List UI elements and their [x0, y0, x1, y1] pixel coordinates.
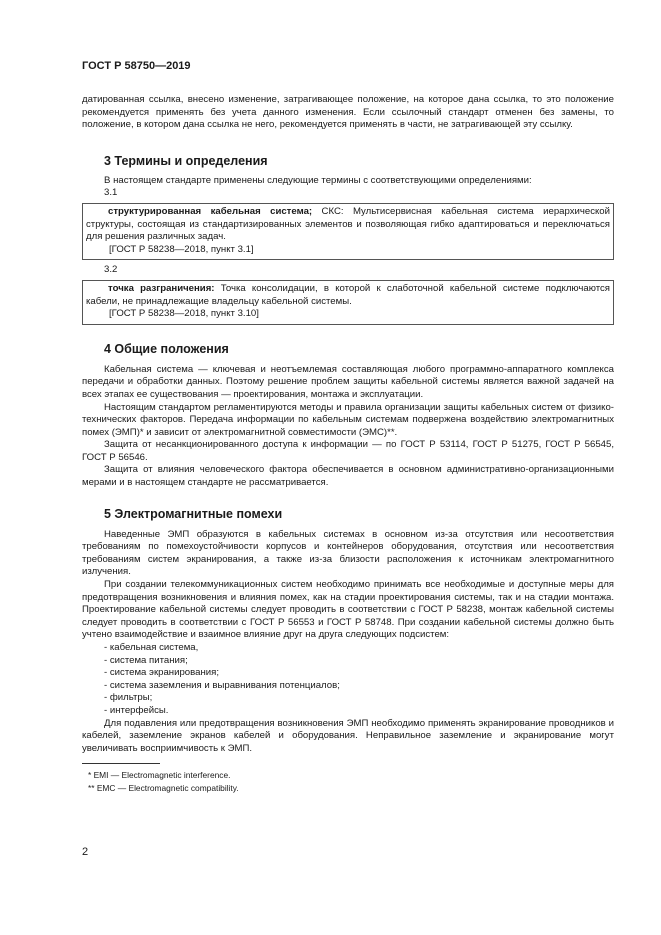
list-item: - система заземления и выравнивания потенциалов;: [104, 680, 614, 693]
footnote: ** EMC — Electromagnetic compatibility.: [88, 783, 239, 794]
section-5-paragraph: Наведенные ЭМП образуются в кабельных системах в основном из-за отсутствия или несоответствия требованиям по помехоустойчивости корпусов и контейнеров оборудования, отсутствия или несоответствия требованиям систем экранирования, а также из-за близости расположения к источникам электромагнитного излучения.: [82, 528, 614, 578]
term-definition-box: [82, 203, 614, 260]
term-source: [ГОСТ Р 58238—2018, пункт 3.1]: [109, 243, 254, 255]
term-definition-box: [82, 280, 614, 325]
term-definition-text: СКС: Мультисервисная кабельная система иерархической структуры, состоящая из стандартизированных элементов и позволяющая гибко адаптироваться и переключаться для решения различных задач.: [86, 205, 611, 243]
section-4-title: 4 Общие положения: [104, 341, 229, 356]
term-name: структурированная кабельная система;: [108, 205, 313, 217]
term-definition-text: Точка консолидации, в которой к слаботочной кабельной системе подключаются кабели, не принадлежащие владельцу кабельной системы.: [86, 282, 610, 307]
subsystem-list: [82, 642, 614, 718]
intro-continuation-paragraph: датированная ссылка, внесено изменение, затрагивающее положение, на которое дана ссылка, то это положение рекомендуется применять без учета данного изменения. Если ссылочный стандарт отменен без замены, то положение, в котором дана ссылка не него, рекомендуется применять в части, не затрагивающей эту ссылку.: [82, 94, 614, 131]
term-definition: [86, 206, 610, 244]
section-3-title: 3 Термины и определения: [104, 153, 268, 168]
list-item: - интерфейсы.: [104, 705, 614, 718]
section-5-paragraph: При создании телекоммуникационных систем необходимо принимать все необходимые и доступные меры для предотвращения возникновения и влияния помех, как на стадии проектирования системы, так и на стадии монтажа. Проектирование кабельной системы следует проводить в соответствии с ГОСТ Р 58238, монтаж кабельной системы следует проводить в соответствии с ГОСТ Р 56553 и ГОСТ Р 58748. При создании кабельной системы должно быть учтено взаимодействие и взаимное влияние друг на друга следующих подсистем:: [82, 579, 614, 641]
section-5-title: 5 Электромагнитные помехи: [104, 506, 283, 521]
document-header: ГОСТ Р 58750—2019: [82, 60, 191, 72]
footnote: * EMI — Electromagnetic interference.: [88, 770, 231, 781]
list-item: - система экранирования;: [104, 667, 614, 680]
term-name: точка разграничения:: [108, 282, 215, 294]
list-item: - система питания;: [104, 655, 614, 668]
page-number: 2: [82, 846, 89, 858]
section-4-paragraph: Кабельная система — ключевая и неотъемлемая составляющая любого программно-аппаратного комплекса передачи и обработки данных. Поэтому решение проблем защиты кабельной системы является важной задачей на всех этапах ее существования — проектирования, монтажа и эксплуатации.: [82, 363, 614, 400]
section-3-intro: В настоящем стандарте применены следующие термины с соответствующими определениями:: [104, 174, 532, 186]
list-item: - кабельная система,: [104, 642, 614, 655]
section-4-paragraph: Защита от влияния человеческого фактора обеспечивается в основном административно-организационными мерами и в настоящем стандарте не рассматривается.: [82, 464, 614, 489]
section-5-closing-paragraph: Для подавления или предотвращения возникновения ЭМП необходимо применять экранирование проводников и кабелей, заземление экранов кабелей и оборудования. Неправильное заземление и экранирование могут увеличивать восприимчивость к ЭМП.: [82, 717, 614, 754]
footnote-divider: [82, 763, 160, 764]
term-source: [ГОСТ Р 58238—2018, пункт 3.10]: [109, 308, 259, 320]
term-number: 3.1: [104, 187, 118, 199]
section-4-paragraph: Защита от несанкционированного доступа к информации — по ГОСТ Р 53114, ГОСТ Р 51275, ГОСТ Р 56545, ГОСТ Р 56546.: [82, 439, 614, 463]
page-body: [82, 94, 614, 795]
term-definition: [86, 283, 610, 308]
section-4-paragraph: Настоящим стандартом регламентируются методы и правила организации защиты кабельных систем от физико-технических факторов. Передача информации по кабельным системам подвержена воздействию электромагнитных помех (ЭМП)* и зависит от электромагнитной совместимости (ЭМС)**.: [82, 401, 614, 438]
term-number: 3.2: [104, 264, 118, 276]
list-item: - фильтры;: [104, 692, 614, 705]
